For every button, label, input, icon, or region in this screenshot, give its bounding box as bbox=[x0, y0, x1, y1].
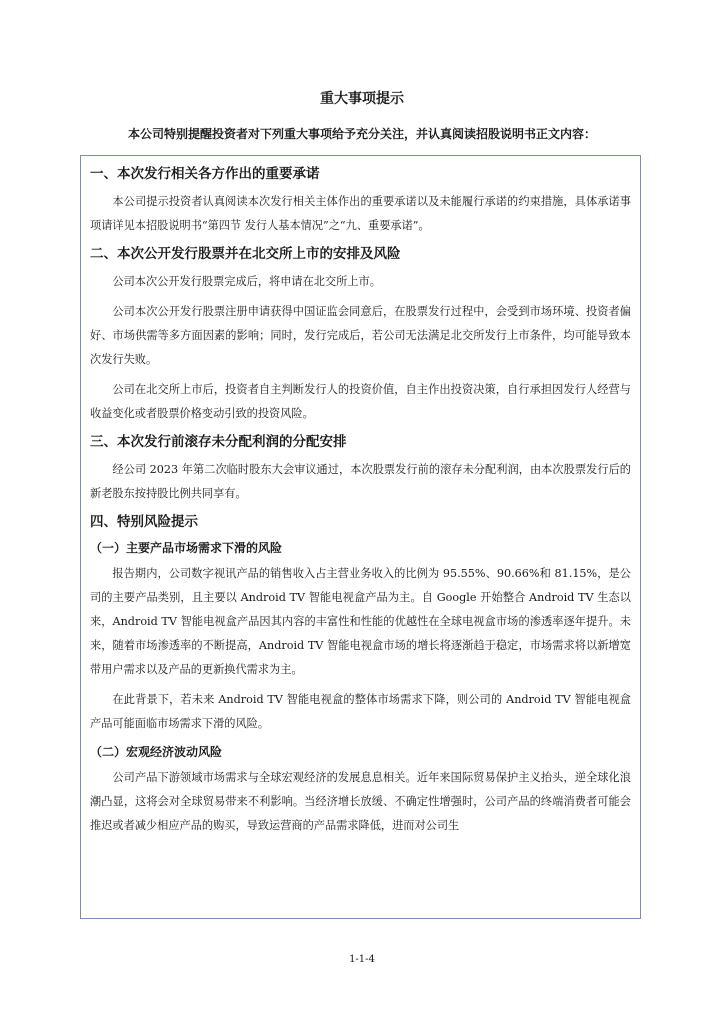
paragraph: 本公司提示投资者认真阅读本次发行相关主体作出的重要承诺以及未能履行承诺的约束措施，具体承诺事项请详见本招股说明书“第四节 发行人基本情况”之“九、重要承诺”。 bbox=[90, 195, 631, 232]
section-heading: 三、本次发行前滚存未分配利润的分配安排 bbox=[90, 434, 347, 450]
paragraph: 公司本次公开发行股票注册申请获得中国证监会同意后，在股票发行过程中，会受到市场环境、投资者偏好、市场供需等多方面因素的影响；同时，发行完成后，若公司无法满足北交所发行上市条件，均可能导致本次发行失败。 bbox=[90, 305, 631, 366]
section-heading: 二、本次公开发行股票并在北交所上市的安排及风险 bbox=[90, 246, 401, 262]
intro-notice: 本公司特别提醒投资者对下列重大事项给予充分关注，并认真阅读招股说明书正文内容： bbox=[127, 127, 596, 141]
subsection-heading: （二）宏观经济波动风险 bbox=[90, 745, 223, 759]
paragraph: 公司在北交所上市后，投资者自主判断发行人的投资价值，自主作出投资决策，自行承担因发行人经营与收益变化或者股票价格变动引致的投资风险。 bbox=[90, 383, 631, 420]
paragraph: 公司本次公开发行股票完成后，将申请在北交所上市。 bbox=[112, 275, 381, 288]
section-heading: 四、特别风险提示 bbox=[90, 514, 198, 530]
paragraph: 经公司 2023 年第二次临时股东大会审议通过，本次股票发行前的滚存未分配利润，由本次股票发行后的新老股东按持股比例共同享有。 bbox=[90, 463, 631, 500]
content-box bbox=[80, 155, 641, 919]
section-heading: 一、本次发行相关各方作出的重要承诺 bbox=[90, 166, 320, 182]
paragraph: 在此背景下，若未来 Android TV 智能电视盒的整体市场需求下降，则公司的 Android TV 智能电视盒产品可能面临市场需求下滑的风险。 bbox=[90, 693, 631, 730]
page-number: 1-1-4 bbox=[349, 954, 375, 965]
subsection-heading: （一）主要产品市场需求下滑的风险 bbox=[90, 541, 283, 555]
paragraph: 公司产品下游领域市场需求与全球宏观经济的发展息息相关。近年来国际贸易保护主义抬头，逆全球化浪潮凸显，这将会对全球贸易带来不利影响。当经济增长放缓、不确定性增强时，公司产品的终端消费者可能会推迟或者减少相应产品的购买，导致运营商的产品需求降低，进而对公司生 bbox=[90, 771, 631, 832]
paragraph: 报告期内，公司数字视讯产品的销售收入占主营业务收入的比例为 95.55%、90.66%和 81.15%，是公司的主要产品类别，且主要以 Android TV 智能电视盒产品为主。自 Google 开始整合 Android TV 生态以来，Android TV 智能电视盒产品因其内容的丰富性和性能的优越性在全球电视盒市场的渗透率逐年提升。未来，随着市场渗透率的不断提高，Android TV 智能电视盒市场的增长将逐渐趋于稳定，市场需求将以新增宽带用户需求以及产品的更新换代需求为主。 bbox=[90, 567, 631, 676]
page-title: 重大事项提示 bbox=[320, 91, 404, 107]
